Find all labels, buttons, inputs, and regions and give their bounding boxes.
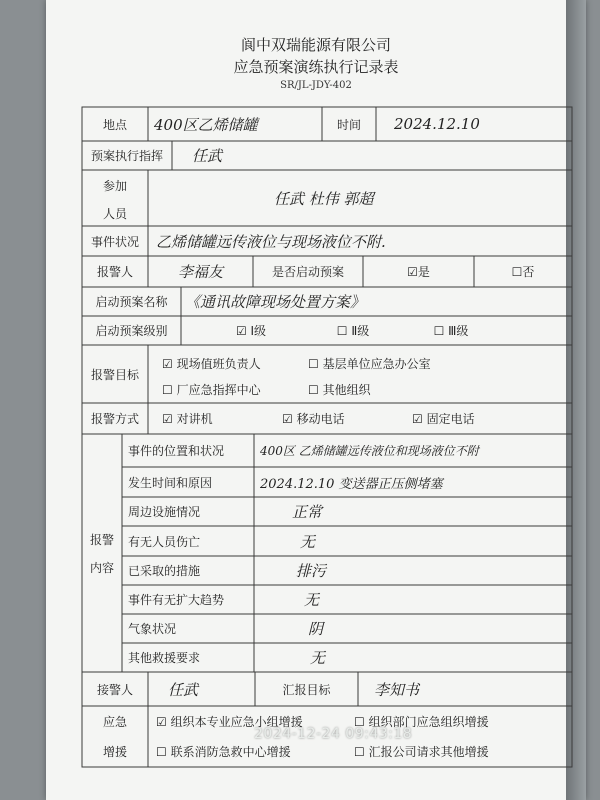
- participants-value: 任武 杜伟 郭超: [274, 189, 374, 208]
- commander-label: 预案执行指挥: [90, 149, 163, 163]
- report-target-value: 李知书: [374, 680, 420, 699]
- report-row-value: 无: [300, 532, 316, 551]
- photo-timestamp: 2024-12-24 09:43:18: [254, 726, 413, 742]
- report-row-label: 有无人员伤亡: [128, 534, 201, 549]
- report-row-label: 其他救援要求: [128, 651, 201, 665]
- event-status-value: 乙烯储罐远传液位与现场液位不附.: [156, 232, 386, 251]
- report-row-label: 事件有无扩大趋势: [128, 593, 225, 607]
- location-label: 地点: [102, 117, 127, 132]
- commander-value: 任武: [192, 147, 223, 165]
- report-row-value: 正常: [292, 503, 323, 521]
- plan-level-3-checkbox[interactable]: ☐ Ⅲ级: [433, 324, 469, 338]
- receiver-label: 接警人: [96, 682, 133, 697]
- reporter-value: 李福友: [177, 263, 223, 281]
- report-row-label: 已采取的措施: [128, 564, 201, 578]
- reporter-label: 报警人: [96, 265, 133, 279]
- start-plan-no-checkbox[interactable]: ☐否: [511, 265, 535, 279]
- plan-level-2-checkbox[interactable]: ☐ Ⅱ级: [336, 324, 370, 338]
- plan-name-label: 启动预案名称: [95, 295, 168, 309]
- time-label: 时间: [336, 117, 361, 132]
- plan-level-1-checkbox[interactable]: ☑ Ⅰ级: [235, 324, 267, 338]
- report-row-value: 阴: [308, 620, 324, 638]
- alarm-method-fixed-checkbox[interactable]: ☑ 固定电话: [412, 412, 475, 426]
- company-name: 阆中双瑞能源有限公司: [240, 36, 391, 54]
- report-row-value: 400区 乙烯储罐远传液位和现场液位不附: [260, 444, 479, 458]
- report-row-label: 发生时间和原因: [128, 475, 213, 490]
- time-value: 2024.12.10: [394, 115, 480, 133]
- report-content-label-1: 报警: [89, 532, 114, 547]
- report-row-label: 周边设施情况: [128, 505, 201, 519]
- plan-name-value: 《通讯故障现场处置方案》: [185, 293, 366, 311]
- form-title: 应急预案演练执行记录表: [233, 58, 399, 76]
- report-row-value: 无: [310, 649, 326, 667]
- form-code: SR/JL-JDY-402: [280, 80, 352, 91]
- alarm-target-label: 报警目标: [90, 367, 139, 382]
- location-value: 400区乙烯储罐: [154, 115, 258, 134]
- support-team-checkbox[interactable]: ☑ 组织本专业应急小组增援: [156, 714, 303, 729]
- report-target-label: 汇报目标: [282, 682, 331, 697]
- support-dept-checkbox[interactable]: ☐ 组织部门应急组织增援: [354, 714, 489, 729]
- alarm-method-mobile-checkbox[interactable]: ☑ 移动电话: [282, 412, 345, 426]
- start-plan-label: 是否启动预案: [271, 265, 344, 279]
- support-label-1: 应急: [102, 714, 127, 729]
- receiver-value: 任武: [168, 680, 199, 699]
- alarm-target-center-checkbox[interactable]: ☐ 厂应急指挥中心: [162, 382, 261, 397]
- support-label-2: 增援: [102, 744, 127, 759]
- report-row-value: 无: [304, 591, 320, 609]
- form-sheet: [46, 0, 586, 800]
- support-fire-checkbox[interactable]: ☐ 联系消防急救中心增援: [156, 744, 291, 759]
- report-row-label: 事件的位置和状况: [128, 444, 225, 458]
- alarm-method-radio-checkbox[interactable]: ☑ 对讲机: [162, 412, 213, 426]
- alarm-target-other-checkbox[interactable]: ☐ 其他组织: [308, 382, 371, 397]
- event-status-label: 事件状况: [90, 234, 139, 249]
- alarm-method-label: 报警方式: [90, 412, 139, 426]
- report-row-value: 2024.12.10 变送器正压侧堵塞: [260, 476, 443, 492]
- report-row-value: 排污: [296, 562, 327, 580]
- participants-label-1: 参加: [102, 178, 127, 193]
- alarm-target-duty-checkbox[interactable]: ☑ 现场值班负责人: [162, 356, 261, 371]
- plan-level-label: 启动预案级别: [95, 324, 168, 338]
- support-company-checkbox[interactable]: ☐ 汇报公司请求其他增援: [354, 744, 489, 759]
- report-content-label-2: 内容: [89, 560, 114, 575]
- participants-label-2: 人员: [102, 206, 127, 221]
- alarm-target-office-checkbox[interactable]: ☐ 基层单位应急办公室: [308, 356, 431, 371]
- report-row-label: 气象状况: [128, 622, 177, 636]
- start-plan-yes-checkbox[interactable]: ☑是: [407, 265, 430, 279]
